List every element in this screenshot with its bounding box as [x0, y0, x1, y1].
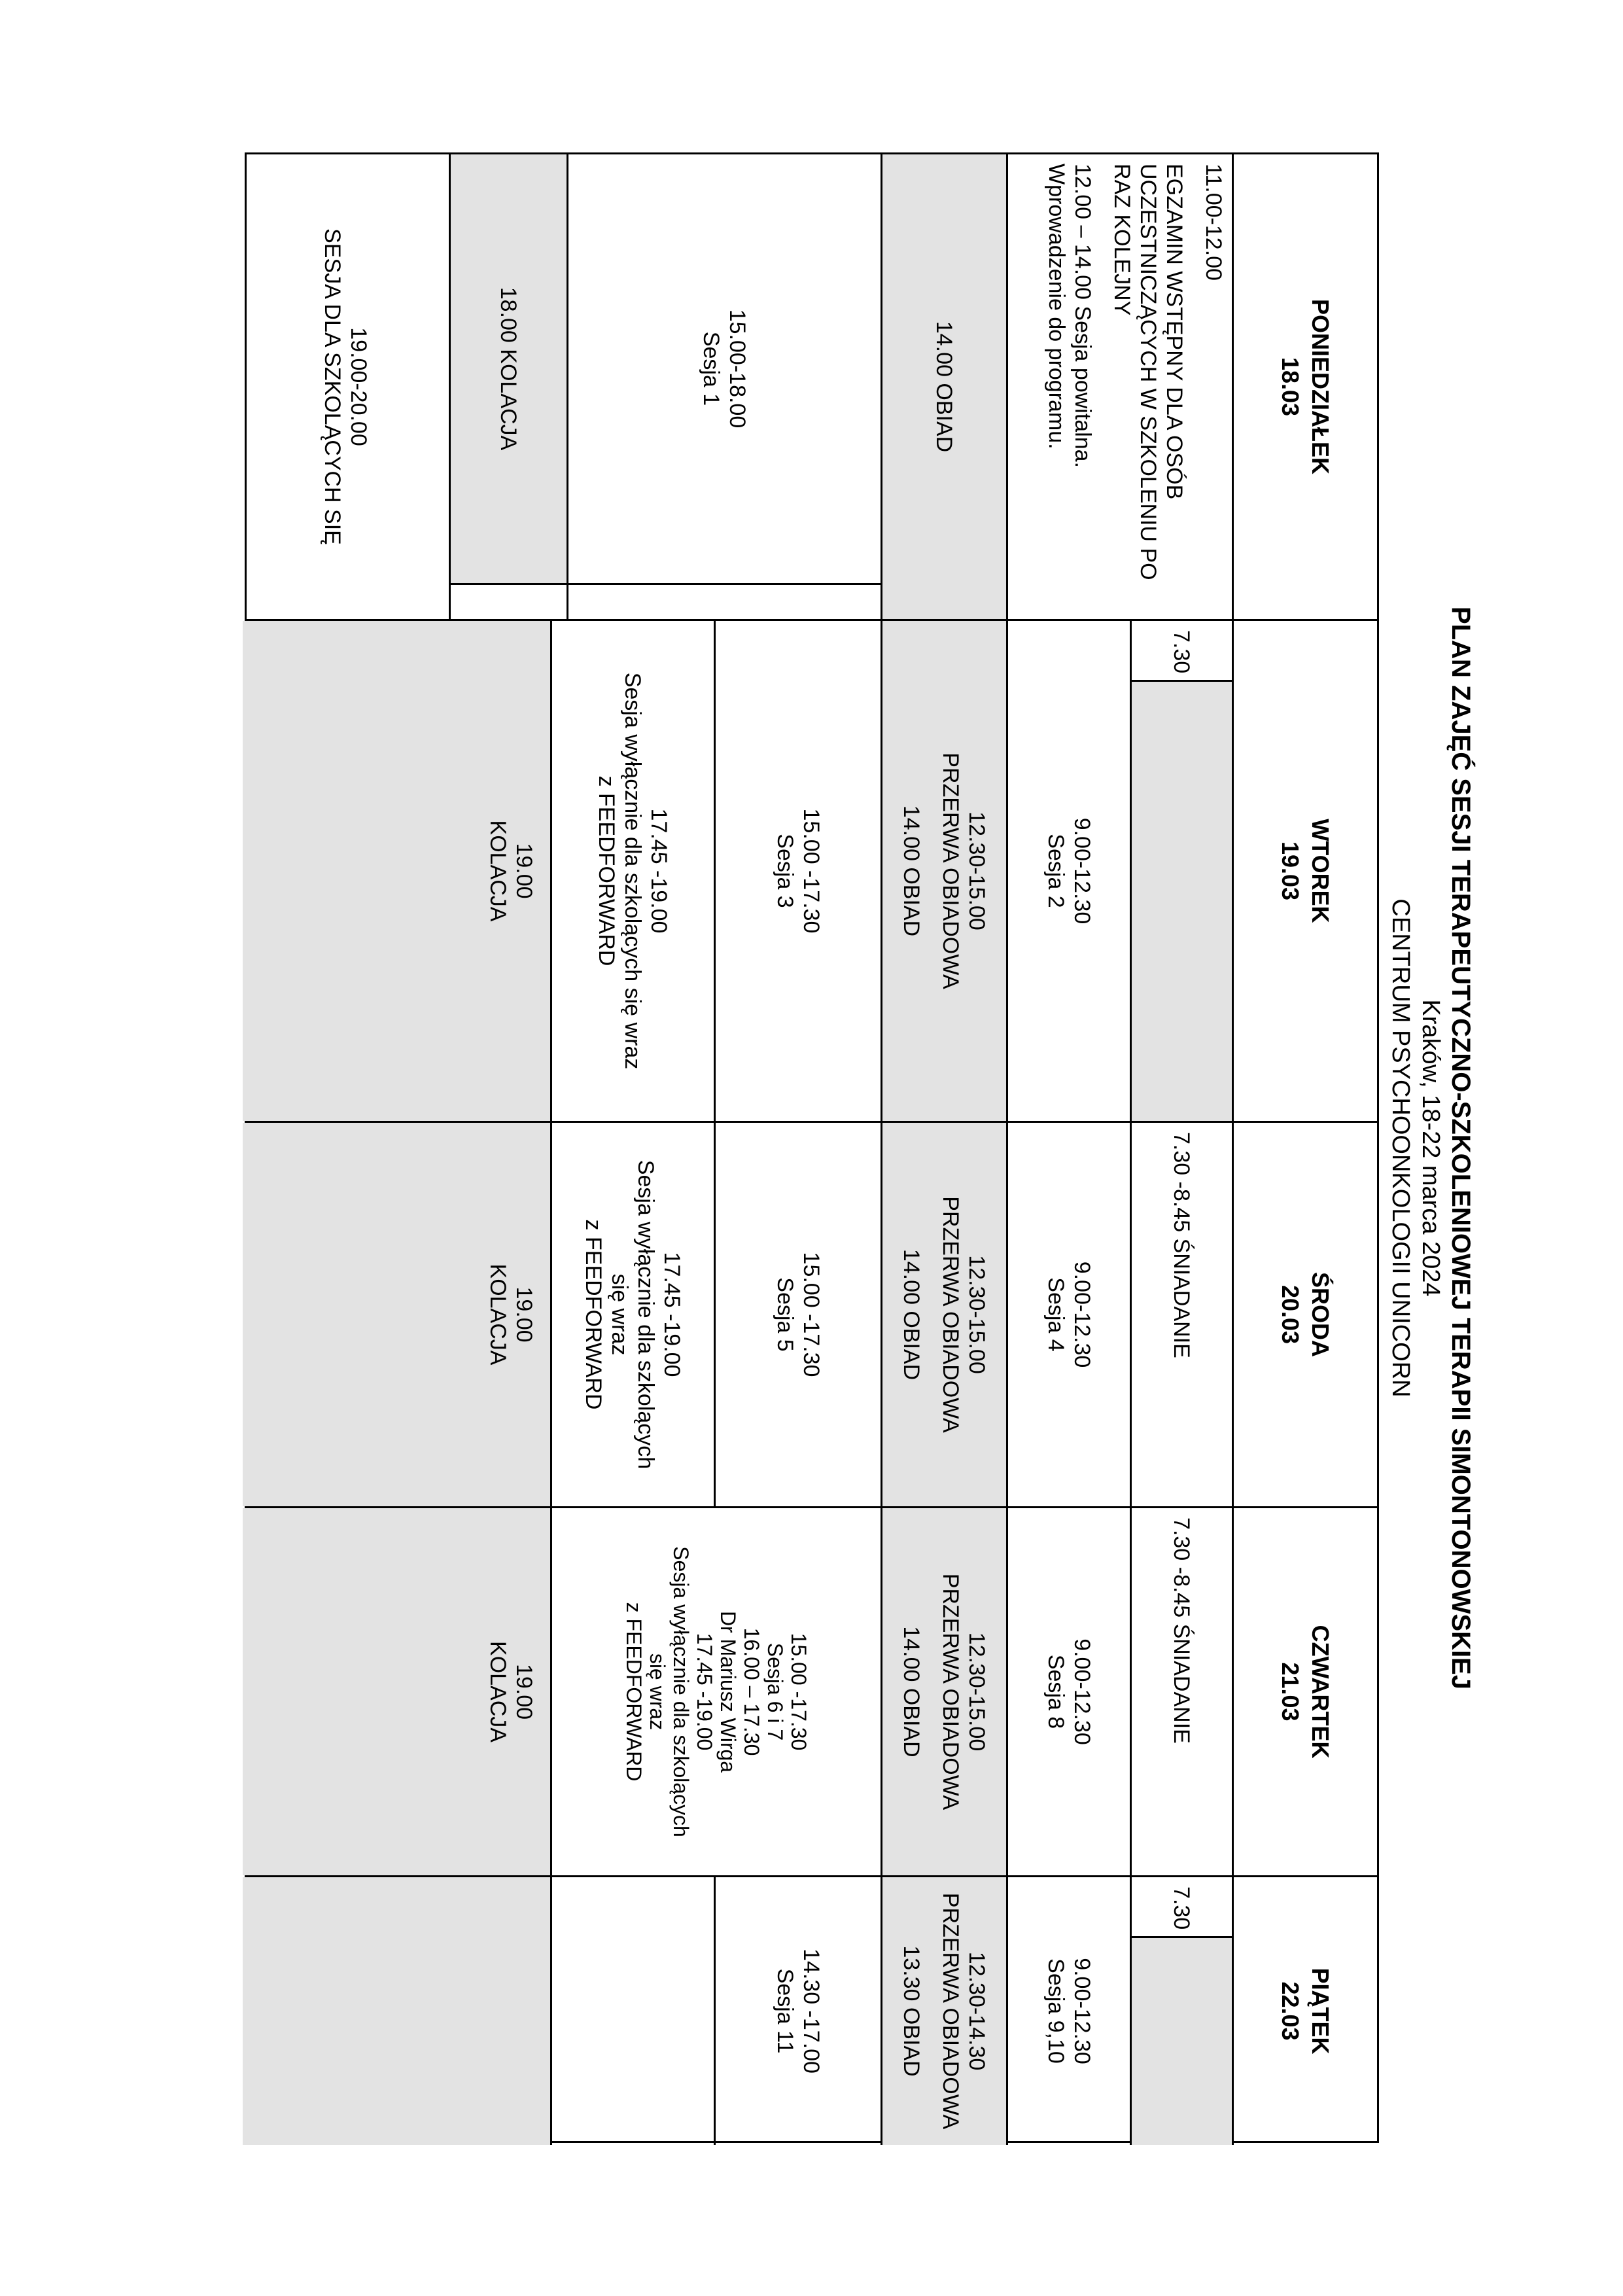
afternoon-cell — [714, 1877, 881, 2145]
place-and-dates: Kraków, 18-22 marca 2024 — [1417, 999, 1444, 1297]
time-range: 9.00-12.30 — [1070, 1638, 1094, 1745]
time-range: 9.00-12.30 — [1070, 1261, 1094, 1368]
dinner-cell — [243, 1123, 550, 1506]
speaker-name: Dr Mariusz Wirga — [716, 1610, 740, 1773]
time-range: 14.30 -17.00 — [799, 1949, 824, 2074]
breakfast-label: 7.30 -8.45 ŚNIADANIE — [1169, 1517, 1195, 1744]
session-label: Sesja 8 — [1043, 1654, 1068, 1729]
schedule-table — [245, 152, 1379, 2143]
time-range: 19.00 — [512, 1286, 536, 1343]
session-label: Sesja 11 — [773, 1968, 797, 2054]
session-label: Sesja 9,10 — [1043, 1958, 1068, 2064]
lunch-label: 14.00 OBIAD — [899, 1626, 924, 1757]
day-column-wednesday — [247, 1123, 1377, 1508]
dinner-label: KOLACJA — [485, 1263, 510, 1366]
breakfast-label: 7.30 -8.45 ŚNIADANIE — [1169, 1132, 1195, 1358]
session-label: Sesja 5 — [773, 1277, 797, 1352]
break-label: PRZERWA OBIADOWA — [938, 1196, 964, 1433]
exam-line: UCZESTNICZĄCYCH W SZKOLENIU PO — [1136, 164, 1161, 580]
day-date: 21.03 — [1277, 1662, 1304, 1722]
time-range: 15.00 -17.30 — [799, 808, 824, 934]
break-label: PRZERWA OBIADOWA — [938, 1573, 964, 1810]
lunch-label: 14.00 OBIAD — [932, 321, 957, 453]
program-intro: Wprowadzenie do programu. — [1044, 164, 1069, 450]
session-label: Sesja 1 — [699, 331, 724, 406]
session-label: Sesja 3 — [773, 834, 797, 908]
dinner-label: 18.00 KOLACJA — [496, 287, 521, 451]
breakfast-cell — [1130, 1877, 1232, 2145]
morning-cell — [1006, 1877, 1130, 2145]
day-header — [1232, 154, 1377, 619]
day-name: CZWARTEK — [1307, 1625, 1335, 1759]
break-label: PRZERWA OBIADOWA — [938, 1892, 964, 2130]
time-range: 9.00-12.30 — [1070, 1958, 1094, 2064]
breakfast-cell — [1130, 1123, 1232, 1506]
day-header — [1232, 1877, 1377, 2145]
time-range: 12.30-14.30 — [964, 1951, 990, 2071]
evening-cell — [550, 1877, 714, 2145]
time-range: 12.30-15.00 — [964, 811, 990, 930]
session-desc: się wraz — [607, 1273, 633, 1356]
day-header — [1232, 621, 1377, 1121]
time-range: 9.00-12.30 — [1070, 817, 1094, 925]
afternoon-cell — [550, 1508, 881, 1875]
welcome-session: 12.00 – 14.00 Sesja powitalna. — [1070, 164, 1095, 468]
day-name: PIĄTEK — [1307, 1968, 1335, 2055]
time-range: 19.00-20.00 — [346, 327, 372, 446]
afternoon-cell — [714, 1123, 881, 1506]
day-header — [1232, 1508, 1377, 1875]
day-header — [1232, 1123, 1377, 1506]
lunch-cell — [881, 154, 1006, 619]
time-range: 11.00-12.00 — [1201, 164, 1226, 281]
morning-cell — [1006, 1123, 1130, 1506]
dinner-cell — [243, 621, 550, 1121]
time-range: 12.30-15.00 — [964, 1255, 990, 1374]
dinner-label: KOLACJA — [485, 820, 510, 922]
lunch-break-cell — [881, 1123, 1006, 1506]
lunch-break-cell — [881, 1877, 1006, 2145]
day-name: WTOREK — [1307, 819, 1335, 923]
session-desc: Sesja wyłącznie dla szkolących się wraz — [620, 672, 646, 1070]
morning-cell — [1006, 1508, 1130, 1875]
afternoon-cell — [567, 154, 881, 619]
lunch-label: 14.00 OBIAD — [899, 1248, 924, 1381]
afternoon-cell — [714, 621, 881, 1121]
day-date: 18.03 — [1277, 357, 1304, 417]
lunch-label: 14.00 OBIAD — [899, 805, 924, 937]
time-range: 12.30-15.00 — [964, 1632, 990, 1752]
exam-line: EGZAMIN WSTĘPNY DLA OSÓB — [1162, 164, 1187, 500]
time-range: 19.00 — [512, 843, 536, 899]
lunch-label: 13.30 OBIAD — [899, 1945, 924, 2077]
day-date: 20.03 — [1277, 1284, 1304, 1345]
session-desc: z FEEDFORWARD — [594, 775, 620, 966]
session-label: Sesja 2 — [1043, 834, 1068, 908]
session-desc: z FEEDFORWARD — [581, 1219, 606, 1410]
time-range: 17.45 -19.00 — [693, 1633, 716, 1751]
dinner-cell — [243, 1877, 550, 2145]
session-label: SESJA DLA SZKOLĄCYCH SIĘ — [320, 228, 345, 545]
time-range: 17.45 -19.00 — [659, 1252, 685, 1377]
breakfast-cell — [1130, 621, 1232, 1121]
breakfast-cell — [1130, 1508, 1232, 1875]
break-label: PRZERWA OBIADOWA — [938, 752, 964, 989]
day-column-thursday — [247, 1508, 1377, 1877]
day-column-tuesday — [247, 621, 1377, 1123]
evening-cell — [550, 621, 714, 1121]
session-desc: z FEEDFORWARD — [622, 1602, 646, 1782]
morning-cell — [1006, 621, 1130, 1121]
exam-line: RAZ KOLEJNY — [1109, 164, 1134, 316]
lunch-break-cell — [881, 1508, 1006, 1875]
title-block — [1386, 0, 1476, 2296]
day-column-monday — [247, 154, 1377, 621]
session-desc: się wraz — [646, 1653, 669, 1731]
day-name: ŚRODA — [1307, 1271, 1335, 1357]
session-label: Sesja 4 — [1043, 1277, 1068, 1352]
page-title: PLAN ZAJĘĆ SESJI TERAPEUTYCZNO-SZKOLENIOWEJ TERAPII SIMONTONOWSKIEJ — [1446, 607, 1475, 1689]
organizer: CENTRUM PSYCHOONKOLOGII UNICORN — [1387, 898, 1414, 1398]
time-range: 15.00-18.00 — [725, 309, 750, 429]
session-desc: Sesja wyłącznie dla szkolących — [633, 1159, 659, 1470]
time-range: 19.00 — [512, 1663, 536, 1720]
dinner-cell — [449, 154, 567, 619]
time-range: 16.00 – 17.30 — [740, 1627, 763, 1756]
day-column-friday — [247, 1877, 1377, 2145]
time-range: 15.00 -17.30 — [799, 1252, 824, 1377]
session-desc: Sesja wyłącznie dla szkolących — [669, 1546, 693, 1837]
day-name: PONIEDZIAŁEK — [1307, 298, 1335, 474]
day-date: 22.03 — [1277, 1981, 1304, 2041]
session-label: Sesja 6 i 7 — [763, 1642, 787, 1741]
time-range: 17.45 -19.00 — [646, 808, 672, 934]
morning-cell — [1006, 154, 1232, 619]
day-date: 19.03 — [1277, 841, 1304, 901]
evening-cell — [550, 1123, 714, 1506]
lunch-break-cell — [881, 621, 1006, 1121]
dinner-label: KOLACJA — [485, 1641, 510, 1742]
dinner-cell — [243, 1508, 550, 1875]
evening-cell — [243, 154, 449, 619]
time-range: 15.00 -17.30 — [787, 1633, 811, 1751]
